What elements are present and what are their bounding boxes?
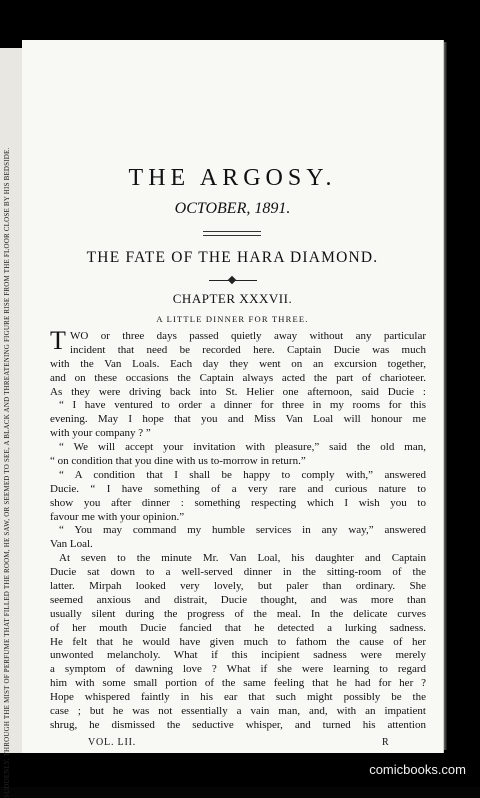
watermark: comicbooks.com bbox=[369, 762, 466, 777]
text-line: unwonted melancholy. What if this incipient sadness were merely bbox=[50, 649, 426, 662]
text-line: evening. May I hope that you and Miss Van Loal will honour me bbox=[50, 413, 426, 426]
text-line: incident that need be recorded here. Captain Ducie was much bbox=[70, 343, 426, 356]
volume-signature: VOL. LII. bbox=[88, 737, 137, 748]
book-page bbox=[22, 40, 443, 753]
text-line: “ We will accept your invitation with pleasure,” said the old man, bbox=[59, 441, 426, 454]
text-line: Van Loal. bbox=[50, 538, 93, 551]
text-line: latter. Mirpah looked very lovely, but paler than ordinary. She bbox=[50, 580, 426, 593]
text-line: “ on condition that you dine with us to-morrow in return.” bbox=[50, 455, 306, 468]
text-line: with your company ? ” bbox=[50, 427, 151, 440]
text-line: a symptom of dawning love ? What if she were learning to regard bbox=[50, 663, 426, 676]
text-line: shrug, he dismissed the seductive whisper, and turned his attention bbox=[50, 718, 426, 731]
text-line: “ A condition that I shall be happy to comply with,” answered bbox=[59, 468, 426, 481]
chapter-subtitle: A LITTLE DINNER FOR THREE. bbox=[156, 314, 309, 324]
text-line: show you after dinner : something respecting which I wish you to bbox=[50, 496, 426, 509]
story-title: THE FATE OF THE HARA DIAMOND. bbox=[86, 249, 379, 266]
text-line: “ You may command my humble services in any way,” answered bbox=[59, 524, 426, 537]
text-line: He felt that he would have given much to fathom the cause of her bbox=[50, 635, 426, 648]
text-line: seemed anxious and distrait, Ducie thought, and was more than bbox=[50, 593, 426, 606]
issue-date: OCTOBER, 1891. bbox=[174, 200, 291, 217]
masthead: THE ARGOSY. bbox=[128, 165, 337, 191]
chapter-heading: CHAPTER XXXVII. bbox=[172, 291, 293, 306]
text-line: case ; but he was not essentially a vain man, and, with an impatient bbox=[50, 705, 426, 718]
text-line: favour me with your opinion.” bbox=[50, 510, 185, 523]
text-line: him with some small portion of the same feeling that he had for her ? bbox=[50, 677, 426, 690]
text-line: Ducie. “ I have something of a very rare and curious nature to bbox=[50, 482, 426, 495]
text-line: At seven to the minute Mr. Van Loal, his daughter and Captain bbox=[59, 552, 426, 565]
text-line: Ducie sat down to a well-served dinner in the sitting-room of the bbox=[50, 566, 426, 579]
ornament-divider bbox=[209, 276, 257, 286]
double-rule bbox=[203, 231, 261, 236]
text-line: TWO or three days passed quietly away without any particular bbox=[50, 326, 426, 355]
page-edge-shadow bbox=[443, 42, 447, 750]
body-text bbox=[50, 326, 426, 733]
text-line: usually silent during the progress of the meal. In the delicate curves bbox=[50, 607, 426, 620]
text-line: As they were driving back into St. Helier one afternoon, said Ducie : bbox=[50, 385, 426, 398]
text-line: “ I have ventured to order a dinner for three in my rooms for this bbox=[59, 399, 426, 412]
text-line: and on these occasions the Captain always acted the part of charioteer. bbox=[50, 371, 426, 384]
facing-page-edge bbox=[0, 48, 23, 798]
text-line: of her mouth Ducie fancied that he detected a lurking sadness. bbox=[50, 621, 426, 634]
signature-mark: R bbox=[382, 737, 389, 748]
drop-cap: T bbox=[50, 326, 66, 355]
text-line: Hope whispered faintly in his ear that such might possibly be the bbox=[50, 691, 426, 704]
text-line: with the Van Loals. Each day they went on an excursion together, bbox=[50, 357, 426, 370]
side-caption: SUDDENLY, THROUGH THE MIST OF PERFUME THAT FILLED THE ROOM, HE SAW, OR SEEMED TO SEE, A BLACK AND THREATENING FIGURE RISE FROM THE FLOOR CLOSE BY HIS BEDSIDE. bbox=[3, 147, 11, 798]
